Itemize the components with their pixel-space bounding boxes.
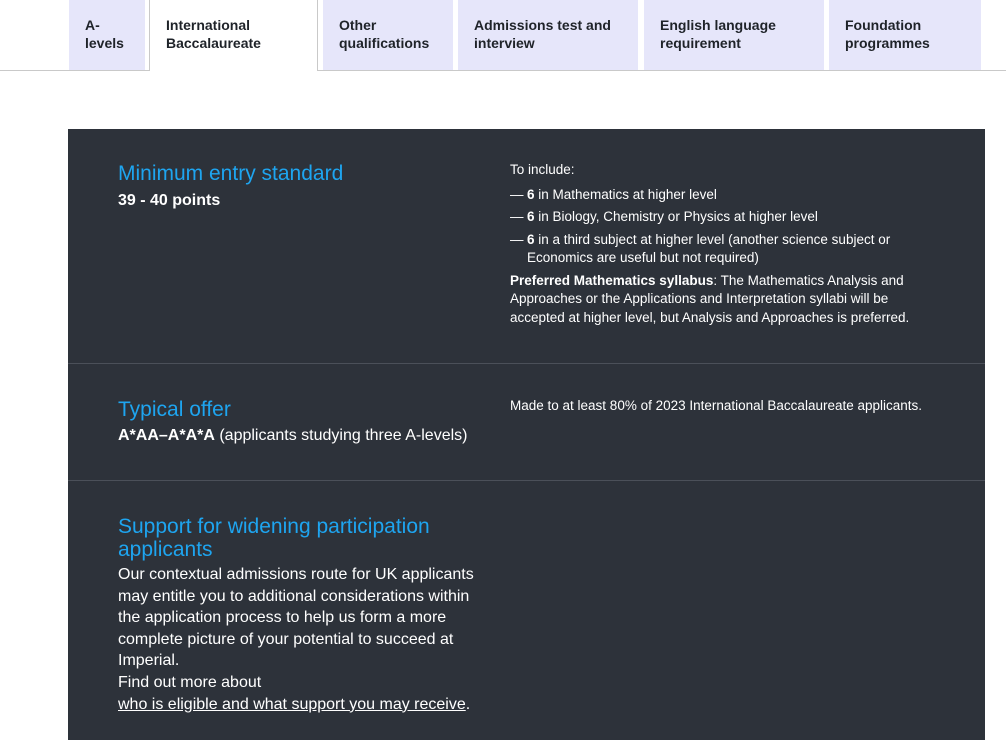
tab-label: A-levels	[85, 17, 124, 51]
eligibility-link[interactable]: who is eligible and what support you may receive	[118, 695, 466, 713]
widening-participation-body	[118, 564, 490, 715]
preferred-syllabus-text: : The Mathematics Analysis and Approaches or the Applications and Interpretation syllabi will be accepted at higher level, but Analysis and Approaches is preferred.	[510, 272, 910, 325]
tab-label: Admissions test and interview	[474, 17, 611, 51]
dash-bullet: —	[510, 209, 524, 224]
typical-offer-detail: Made to at least 80% of 2023 International Baccalaureate applicants.	[510, 398, 923, 413]
find-out-more-text: Find out more about	[118, 673, 262, 691]
tab-label: International Baccalaureate	[166, 17, 261, 51]
dash-bullet: —	[510, 186, 524, 202]
requirement-text: in Mathematics at higher level	[534, 186, 717, 202]
minimum-entry-value: 39 - 40 points	[118, 192, 221, 209]
widening-participation-heading: Support for widening participation applicants	[118, 515, 430, 561]
section-divider	[68, 480, 985, 481]
typical-offer-grades: A*AA–A*A*A	[118, 427, 215, 444]
requirements-list	[510, 186, 930, 268]
widening-participation-text: Our contextual admissions route for UK applicants may entitle you to additional considerations within the application process to help us form a more complete picture of your potential to succeed at Imperial.	[118, 566, 474, 670]
eligibility-link-line	[118, 694, 490, 716]
tab-international-baccalaureate[interactable]	[149, 0, 318, 71]
entry-requirements-panel	[68, 129, 985, 740]
section-divider	[68, 363, 985, 364]
tab-english-language-requirement[interactable]	[644, 0, 824, 70]
minimum-entry-heading: Minimum entry standard	[118, 162, 344, 185]
dash-bullet: —	[510, 231, 524, 247]
requirement-text: in Biology, Chemistry or Physics at higher level	[534, 209, 818, 224]
include-label: To include:	[510, 162, 575, 177]
requirement-grade: 6	[527, 186, 535, 202]
list-item	[510, 186, 930, 205]
requirement-grade: 6	[527, 231, 535, 247]
tab-foundation-programmes[interactable]	[829, 0, 981, 70]
qualification-tabs	[0, 0, 1006, 71]
tab-a-levels[interactable]	[69, 0, 145, 70]
tab-admissions-test-and-interview[interactable]	[458, 0, 638, 70]
minimum-requirements	[510, 161, 930, 327]
requirement-grade: 6	[527, 209, 535, 224]
tab-label: Other qualifications	[339, 17, 430, 51]
typical-offer-heading: Typical offer	[118, 398, 231, 421]
tab-label: Foundation programmes	[845, 17, 930, 51]
link-suffix: .	[465, 695, 471, 713]
requirement-text: in a third subject at higher level (another science subject or Economics are useful but not required)	[527, 231, 891, 265]
preferred-syllabus	[510, 272, 930, 328]
tab-other-qualifications[interactable]	[323, 0, 453, 70]
list-item	[510, 231, 930, 268]
typical-offer-note: (applicants studying three A-levels)	[214, 427, 468, 444]
preferred-syllabus-label: Preferred Mathematics syllabus	[510, 272, 714, 288]
list-item	[510, 208, 930, 227]
tab-label: English language requirement	[660, 17, 776, 51]
typical-offer-value	[118, 426, 467, 446]
